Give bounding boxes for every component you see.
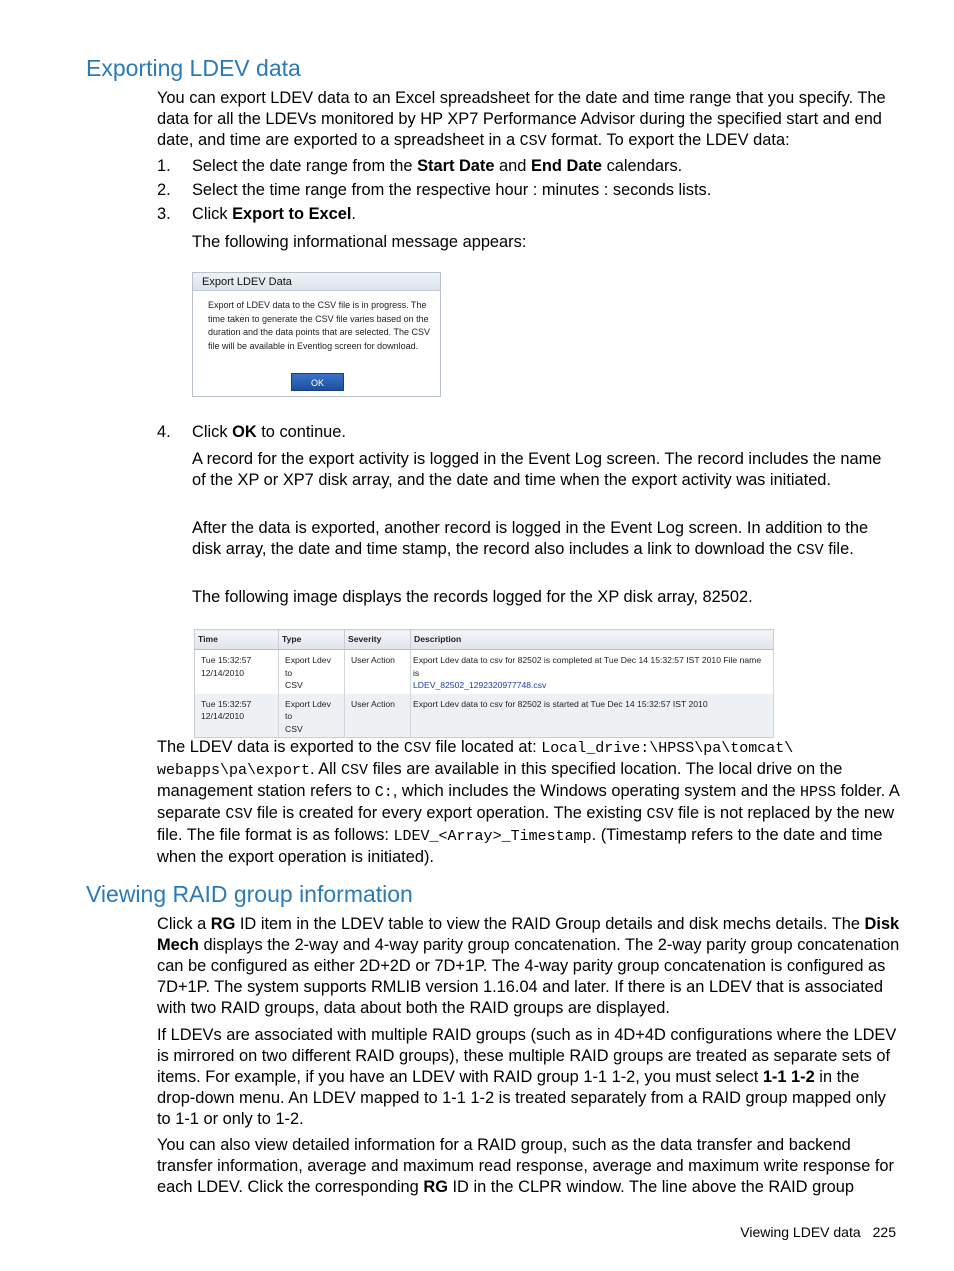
csv-download-link[interactable]: LDEV_82502_1292320977748.csv [413, 680, 547, 690]
page-footer [740, 1222, 896, 1243]
export-dialog-screenshot [192, 272, 441, 397]
step-3-note: The following informational message appears: [192, 233, 527, 251]
table-row [195, 694, 774, 738]
type-cell: Export Ldev to CSV [279, 650, 345, 694]
dialog-title: Export LDEV Data [193, 273, 440, 291]
table-row [195, 650, 774, 694]
section-heading-raid-group: Viewing RAID group information [86, 881, 413, 907]
column-header-time: Time [195, 630, 279, 650]
dialog-message: Export of LDEV data to the CSV file is in progress. The time taken to generate the CSV file varies based on the duration and the data points that are selected. The CSV file will be available in Eventlog screen for download. [208, 300, 430, 351]
description-cell: Export Ldev data to csv for 82502 is completed at Tue Dec 14 15:32:57 IST 2010 File name is LDEV_82502_1292320977748.csv [411, 650, 774, 694]
raid-paragraph-2: If LDEVs are associated with multiple RAID groups (such as in 4D+4D configurations where the LDEV is mirrored on two different RAID groups), these multiple RAID groups are treated as separate sets of items. For example, if you have an LDEV with RAID group 1-1 1-2, you must select 1-1 1-2 in the drop-down menu. An LDEV mapped to 1-1 1-2 is treated separately from a RAID group mapped only to 1-1 or only to 1-2. [157, 1026, 897, 1128]
severity-cell: User Action [345, 650, 411, 694]
intro-paragraph: You can export LDEV data to an Excel spreadsheet for the date and time range that you specify. The data for all the LDEVs monitored by HP XP7 Performance Advisor during the specified start and end date, and time are exported to a spreadsheet in a CSV format. To export the LDEV data: [157, 89, 886, 150]
step-4-paragraph-1: A record for the export activity is logged in the Event Log screen. The record includes the name of the XP or XP7 disk array, and the date and time when the export activity was initiated. [192, 450, 882, 489]
severity-cell: User Action [345, 694, 411, 738]
time-cell: Tue 15:32:57 12/14/2010 [195, 694, 279, 738]
column-header-type: Type [279, 630, 345, 650]
description-cell: Export Ldev data to csv for 82502 is started at Tue Dec 14 15:32:57 IST 2010 [411, 694, 774, 738]
step-3: 3. Click Export to Excel. [157, 205, 356, 223]
raid-paragraph-1: Click a RG ID item in the LDEV table to view the RAID Group details and disk mechs details. The Disk Mech displays the 2-way and 4-way parity group concatenation. The 2-way parity group concatenation can be configured as either 2D+2D or 7D+1P. The 4-way parity group concatenation is configured as 7D+1P. The system supports RMLIB version 1.16.04 and later. If there is an LDEV that is associated with two RAID groups, data about both the RAID groups are displayed. [157, 915, 900, 1017]
step-2: 2. Select the time range from the respective hour : minutes : seconds lists. [157, 181, 712, 199]
page-number: 225 [872, 1224, 896, 1240]
step-4-paragraph-2: After the data is exported, another record is logged in the Event Log screen. In addition to the disk array, the date and time stamp, the record also includes a link to download the CSV file. [192, 519, 869, 559]
raid-paragraph-3: You can also view detailed information for a RAID group, such as the data transfer and backend transfer information, average and maximum read response, average and maximum write response for each LDEV. Click the corresponding RG ID in the CLPR window. The line above the RAID group [157, 1136, 895, 1196]
type-cell: Export Ldev to CSV [279, 694, 345, 738]
dialog-ok-button: OK [291, 373, 344, 391]
step-4-paragraph-3: The following image displays the records logged for the XP disk array, 82502. [192, 588, 753, 606]
time-cell: Tue 15:32:57 12/14/2010 [195, 650, 279, 694]
column-header-description: Description [411, 630, 774, 650]
export-location-paragraph: The LDEV data is exported to the CSV file located at: Local_drive:\HPSS\pa\tomcat\ webapps\pa\export. All CSV files are available in this specified location. The local drive on the management station refers to C:, which includes the Windows operating system and the HPSS folder. A separate CSV file is created for every export operation. The existing CSV file is not replaced by the new file. The file format is as follows: LDEV_<Array>_Timestamp. (Timestamp refers to the date and time when the export operation is initiated). [157, 738, 899, 866]
step-1: 1. Select the date range from the Start Date and End Date calendars. [157, 157, 683, 175]
footer-section-title: Viewing LDEV data [740, 1224, 861, 1240]
event-log-table-screenshot [194, 629, 774, 738]
step-4: 4. Click OK to continue. [157, 423, 346, 441]
column-header-severity: Severity [345, 630, 411, 650]
section-heading-exporting: Exporting LDEV data [86, 55, 301, 81]
